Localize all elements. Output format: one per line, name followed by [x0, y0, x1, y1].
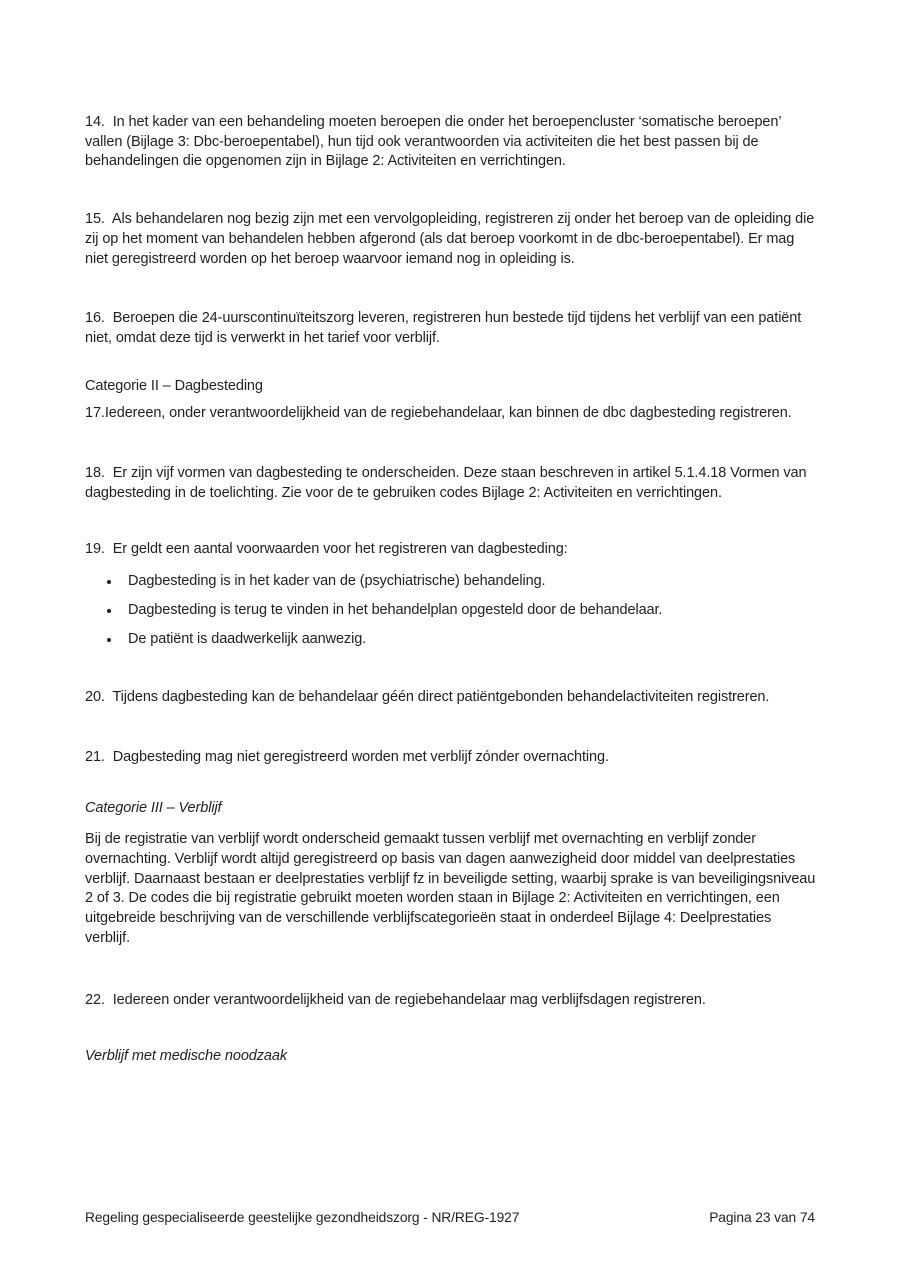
- section-heading-categorie-ii: Categorie II – Dagbesteding: [85, 377, 263, 394]
- paragraph-item-22: 22. Iedereen onder verantwoordelijkheid van de regiebehandelaar mag verblijfsdagen registreren.: [85, 991, 706, 1008]
- page-footer: [85, 1209, 815, 1227]
- footer-document-title: Regeling gespecialiseerde geestelijke gezondheidszorg - NR/REG-1927: [85, 1210, 520, 1225]
- paragraph-item-15: 15. Als behandelaren nog bezig zijn met een vervolgopleiding, registreren zij onder het beroep van de opleiding die zij op het moment van behandelen hebben afgerond (als dat beroep voorkomt in de dbc-beroepentabel). Er mag niet geregistreerd worden op het beroep waarvoor iemand nog in opleiding is.: [85, 211, 819, 267]
- paragraph-item-16: 16. Beroepen die 24-uurscontinuïteitszorg leveren, registreren hun bestede tijd tijdens het verblijf van een patiënt niet, omdat deze tijd is verwerkt in het tarief voor verblijf.: [85, 310, 806, 346]
- paragraph-item-21: 21. Dagbesteding mag niet geregistreerd worden met verblijf zónder overnachting.: [85, 748, 609, 765]
- paragraph-item-17: 17.Iedereen, onder verantwoordelijkheid van de regiebehandelaar, kan binnen de dbc dagbesteding registreren.: [85, 405, 792, 422]
- document-content: [85, 113, 820, 1067]
- section-heading-categorie-iii: Categorie III – Verblijf: [85, 799, 222, 816]
- subheading-verblijf-medische-noodzaak: Verblijf met medische noodzaak: [85, 1048, 287, 1065]
- paragraph-verblijf-registratie: Bij de registratie van verblijf wordt onderscheid gemaakt tussen verblijf met overnachting en verblijf zonder overnachting. Verblijf wordt altijd geregistreerd op basis van dagen aanwezigheid door middel van deelprestaties verblijf. Daarnaast bestaan er deelprestaties verblijf fz in beveiligde setting, waarbij sprake is van beveiligingsniveau 2 of 3. De codes die bij registratie gebruikt moeten worden staan in Bijlage 2: Activiteiten en verrichtingen, een uitgebreide beschrijving van de verschillende verblijfscategorieën staat in onderdeel Bijlage 4: Deelprestaties verblijf.: [85, 831, 820, 946]
- paragraph-item-18: 18. Er zijn vijf vormen van dagbesteding te onderscheiden. Deze staan beschreven in artikel 5.1.4.18 Vormen van dagbesteding in de toelichting. Zie voor de te gebruiken codes Bijlage 2: Activiteiten en verrichtingen.: [85, 465, 811, 501]
- bullet-item: De patiënt is daadwerkelijk aanwezig.: [105, 630, 817, 650]
- dagbesteding-conditions-list: [85, 572, 817, 649]
- paragraph-item-19: 19. Er geldt een aantal voorwaarden voor het registreren van dagbesteding:: [85, 541, 568, 558]
- footer-page-number: Pagina 23 van 74: [709, 1210, 815, 1225]
- paragraph-item-20: 20. Tijdens dagbesteding kan de behandelaar géén direct patiëntgebonden behandelactiviteiten registreren.: [85, 689, 770, 706]
- bullet-item: Dagbesteding is in het kader van de (psychiatrische) behandeling.: [105, 572, 817, 592]
- bullet-item: Dagbesteding is terug te vinden in het behandelplan opgesteld door de behandelaar.: [105, 601, 817, 621]
- paragraph-item-14: 14. In het kader van een behandeling moeten beroepen die onder het beroepencluster ‘somatische beroepen’ vallen (Bijlage 3: Dbc-beroepentabel), hun tijd ook verantwoorden via activiteiten die het best passen bij de behandelingen die opgenomen zijn in Bijlage 2: Activiteiten en verrichtingen.: [85, 114, 785, 170]
